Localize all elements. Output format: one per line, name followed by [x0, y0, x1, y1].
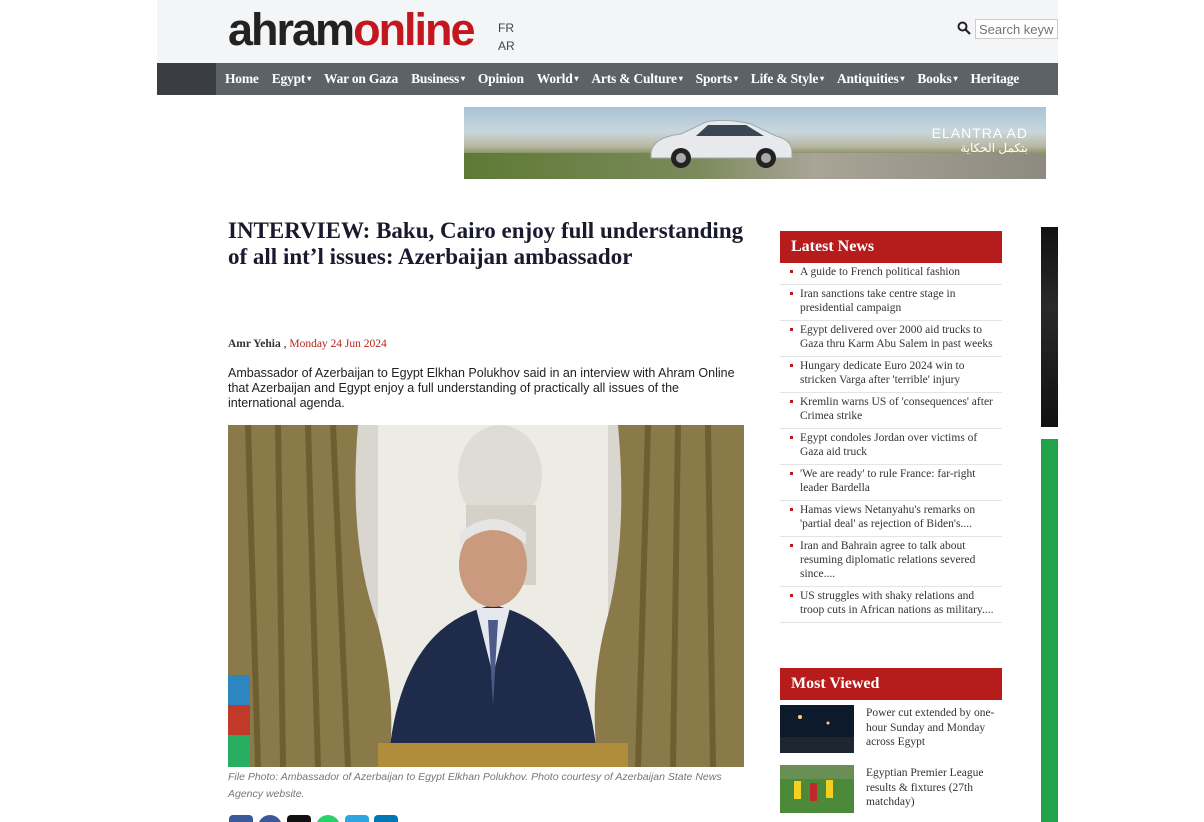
nav-item-business[interactable]: [411, 71, 465, 87]
facebook-icon[interactable]: [229, 815, 253, 822]
nav-item-antiquities[interactable]: [837, 71, 904, 87]
bullet-icon: [790, 400, 793, 403]
nav-item-label: Opinion: [477, 71, 524, 86]
latest-news-title: Kremlin warns US of 'consequences' after Crimea strike: [800, 396, 993, 422]
nav-item-label: World: [536, 71, 573, 86]
nav-item-label: Books: [917, 71, 952, 86]
chevron-down-icon: ▾: [900, 74, 905, 83]
latest-news-item[interactable]: [780, 357, 1002, 393]
latest-news-title: Egypt delivered over 2000 aid trucks to Gaza thru Karm Abu Salem in past weeks: [800, 324, 993, 350]
linkedin-icon[interactable]: [374, 815, 398, 822]
article-headline: INTERVIEW: Baku, Cairo enjoy full understanding of all int’l issues: Azerbaijan ambassador: [228, 218, 744, 269]
nav-items: [225, 63, 1032, 95]
search-icon[interactable]: [957, 21, 971, 35]
nav-item-life-style[interactable]: [751, 71, 824, 87]
latest-news-item[interactable]: [780, 429, 1002, 465]
latest-news-item[interactable]: [780, 587, 1002, 623]
article-byline: [228, 338, 387, 350]
chevron-down-icon: ▾: [733, 74, 738, 83]
ad-text: [932, 125, 1028, 155]
nav-dark-block: [157, 63, 216, 95]
latest-news-list: [780, 263, 1002, 623]
whatsapp-icon[interactable]: [316, 815, 340, 822]
nav-item-egypt[interactable]: [272, 71, 311, 87]
facebook-icon[interactable]: [258, 815, 282, 822]
most-viewed-item[interactable]: [780, 765, 1002, 815]
latest-news-item[interactable]: [780, 285, 1002, 321]
search-input[interactable]: [975, 19, 1058, 39]
bullet-icon: [790, 364, 793, 367]
latest-news-item[interactable]: [780, 465, 1002, 501]
most-viewed-title: Power cut extended by one-hour Sunday and Monday across Egypt: [866, 707, 995, 748]
nav-item-label: Life & Style: [750, 71, 819, 86]
nav-item-sports[interactable]: [696, 71, 738, 87]
nav-item-label: Egypt: [271, 71, 306, 86]
latest-news-title: US struggles with shaky relations and troop cuts in African nations as military....: [800, 590, 994, 616]
nav-item-home[interactable]: [225, 71, 259, 87]
telegram-icon[interactable]: [345, 815, 369, 822]
latest-news-title: Iran sanctions take centre stage in presidential campaign: [800, 288, 956, 314]
most-viewed-thumbnail: [780, 765, 854, 813]
nav-item-label: War on Gaza: [324, 71, 399, 86]
nav-item-label: Arts & Culture: [591, 71, 677, 86]
most-viewed-header[interactable]: Most Viewed: [780, 668, 1002, 700]
latest-news-title: Hamas views Netanyahu's remarks on 'partial deal' as rejection of Biden's....: [800, 504, 976, 530]
latest-news-item[interactable]: [780, 393, 1002, 429]
x-icon[interactable]: [287, 815, 311, 822]
side-ad-dark[interactable]: [1041, 227, 1058, 427]
logo-ahram: ahram: [228, 4, 354, 55]
ad-tagline: بتكمل الحكاية: [960, 141, 1028, 155]
nav-item-opinion[interactable]: [478, 71, 524, 87]
latest-news-item[interactable]: [780, 263, 1002, 285]
ambassador-photo: [228, 425, 744, 767]
chevron-down-icon: ▾: [678, 74, 683, 83]
car-image: [646, 112, 796, 172]
nav-item-label: Sports: [695, 71, 732, 86]
share-bar: [229, 815, 398, 822]
photo-caption: File Photo: Ambassador of Azerbaijan to Egypt Elkhan Polukhov. Photo courtesy of Azerbaijan State News Agency website.: [228, 771, 722, 800]
most-viewed-item[interactable]: [780, 705, 1002, 755]
bullet-icon: [790, 292, 793, 295]
latest-news-title: Hungary dedicate Euro 2024 win to stricken Varga after 'terrible' injury: [800, 360, 965, 386]
bullet-icon: [790, 508, 793, 511]
latest-news-title: 'We are ready' to rule France: far-right leader Bardella: [800, 468, 976, 494]
latest-news-title: Iran and Bahrain agree to talk about resuming diplomatic relations severed since....: [800, 540, 976, 580]
chevron-down-icon: ▾: [574, 74, 579, 83]
nav-item-label: Home: [225, 71, 259, 86]
most-viewed-thumbnail: [780, 705, 854, 753]
bullet-icon: [790, 544, 793, 547]
byline-separator: ,: [280, 338, 290, 350]
side-ad-green[interactable]: [1041, 439, 1058, 822]
latest-news-header[interactable]: Latest News: [780, 231, 1002, 263]
nav-item-books[interactable]: [917, 71, 957, 87]
language-switcher: [498, 19, 515, 55]
nav-item-war-on-gaza[interactable]: [324, 71, 398, 87]
bullet-icon: [790, 328, 793, 331]
chevron-down-icon: ▾: [307, 74, 312, 83]
bullet-icon: [790, 472, 793, 475]
main-nav: [157, 63, 1058, 95]
article-lead: Ambassador of Azerbaijan to Egypt Elkhan Polukhov said in an interview with Ahram Online that Azerbaijan and Egypt enjoy a full understanding of practically all issues of the international agenda.: [228, 366, 735, 410]
nav-item-label: Heritage: [970, 71, 1020, 86]
bullet-icon: [790, 436, 793, 439]
nav-item-world[interactable]: [537, 71, 579, 87]
latest-news-title: A guide to French political fashion: [800, 266, 961, 278]
ad-brand: ELANTRA AD: [931, 125, 1028, 141]
bullet-icon: [790, 270, 793, 273]
chevron-down-icon: ▾: [820, 74, 824, 83]
latest-news-item[interactable]: [780, 501, 1002, 537]
most-viewed-title: Egyptian Premier League results & fixtures (27th matchday): [866, 767, 984, 808]
nav-item-label: Business: [411, 71, 460, 86]
chevron-down-icon: ▾: [953, 74, 958, 83]
lang-ar-link[interactable]: AR: [498, 39, 515, 53]
article-photo: [228, 425, 744, 767]
site-header: [157, 0, 1058, 63]
ad-banner[interactable]: [464, 107, 1046, 179]
chevron-down-icon: ▾: [461, 74, 465, 83]
latest-news-title: Egypt condoles Jordan over victims of Gaza aid truck: [800, 432, 978, 458]
nav-item-heritage[interactable]: [970, 71, 1019, 87]
bullet-icon: [790, 594, 793, 597]
lang-fr-link[interactable]: FR: [498, 21, 514, 35]
nav-item-label: Antiquities: [836, 71, 899, 86]
latest-news-item[interactable]: [780, 321, 1002, 357]
article-date: Monday 24 Jun 2024: [289, 338, 387, 350]
nav-item-arts-culture[interactable]: [591, 71, 682, 87]
site-logo[interactable]: [228, 6, 474, 54]
logo-online: online: [353, 4, 474, 55]
author-link[interactable]: Amr Yehia: [228, 338, 281, 350]
latest-news-item[interactable]: [780, 537, 1002, 587]
